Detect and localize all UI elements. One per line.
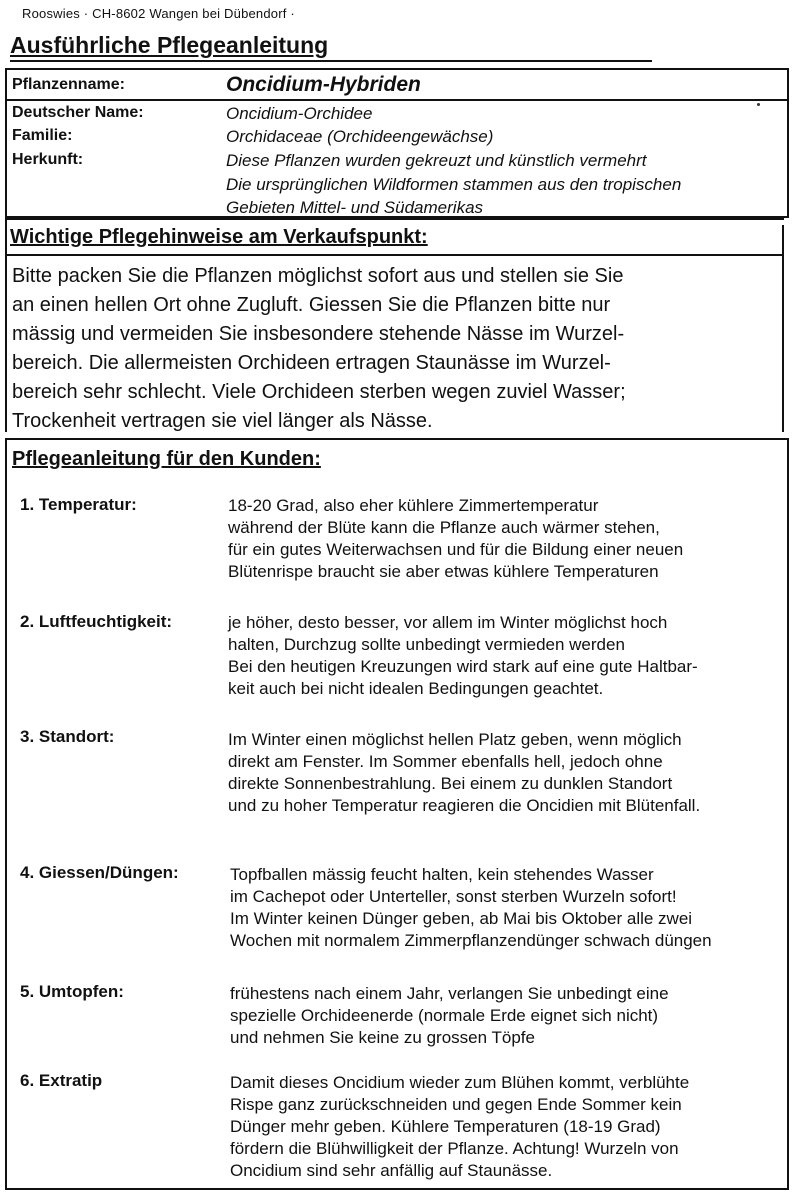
text-line: Oncidium sind sehr anfällig auf Staunässe.	[230, 1161, 553, 1180]
location-label: 3. Standort:	[20, 727, 115, 746]
scan-speck	[757, 103, 760, 106]
sales-point-right-border	[782, 225, 784, 432]
watering-text	[230, 864, 712, 952]
text-line: Wochen mit normalem Zimmerpflanzendünger schwach düngen	[230, 931, 712, 950]
german-name-label: Deutscher Name:	[12, 104, 144, 121]
family-label: Familie:	[12, 127, 73, 144]
plant-name-label: Pflanzenname:	[12, 76, 125, 93]
text-line: halten, Durchzug sollte unbedingt vermieden werden	[228, 635, 625, 654]
plant-name-value: Oncidium-Hybriden	[226, 73, 421, 96]
text-line: bereich. Die allermeisten Orchideen ertragen Staunässe im Wurzel-	[12, 352, 611, 374]
text-line: Im Winter einen möglichst hellen Platz geben, wenn möglich	[228, 730, 682, 749]
family-value: Orchidaceae (Orchideengewächse)	[226, 127, 494, 146]
text-line: mässig und vermeiden Sie insbesondere stehende Nässe im Wurzel-	[12, 323, 625, 345]
watering-label: 4. Giessen/Düngen:	[20, 863, 179, 882]
humidity-text	[228, 612, 698, 700]
location-text	[228, 729, 700, 817]
temperature-text	[228, 495, 683, 583]
text-line: Topfballen mässig feucht halten, kein stehendes Wasser	[230, 865, 654, 884]
text-line: Blütenrispe braucht sie aber etwas kühlere Temperaturen	[228, 562, 659, 581]
text-line: spezielle Orchideenerde (normale Erde eignet sich nicht)	[230, 1006, 659, 1025]
text-line: im Cachepot oder Unterteller, sonst sterben Wurzeln sofort!	[230, 887, 677, 906]
customer-care-heading: Pflegeanleitung für den Kunden:	[12, 448, 321, 470]
origin-line: Gebieten Mittel- und Südamerikas	[226, 198, 484, 217]
text-line: direkte Sonnenbestrahlung. Bei einem zu dunklen Standort	[228, 774, 673, 793]
repotting-text	[230, 983, 669, 1049]
text-line: frühestens nach einem Jahr, verlangen Sie unbedingt eine	[230, 984, 669, 1003]
origin-line: Die ursprünglichen Wildformen stammen aus den tropischen	[226, 175, 682, 194]
german-name-value: Oncidium-Orchidee	[226, 104, 373, 123]
text-line: fördern die Blühwilligkeit der Pflanze. Achtung! Wurzeln von	[230, 1139, 679, 1158]
title-underline-rule	[10, 60, 652, 62]
text-line: während der Blüte kann die Pflanze auch wärmer stehen,	[228, 518, 660, 537]
company-address: Rooswies · CH-8602 Wangen bei Dübendorf ·	[22, 6, 295, 21]
text-line: Im Winter keinen Dünger geben, ab Mai bis Oktober alle zwei	[230, 909, 693, 928]
text-line: direkt am Fenster. Im Sommer ebenfalls hell, jedoch ohne	[228, 752, 663, 771]
text-line: Dünger mehr geben. Kühlere Temperaturen (18-19 Grad)	[230, 1117, 661, 1136]
text-line: Trockenheit vertragen sie viel länger als Nässe.	[12, 410, 433, 432]
text-line: Bei den heutigen Kreuzungen wird stark auf eine gute Haltbar-	[228, 657, 698, 676]
text-line: 18-20 Grad, also eher kühlere Zimmertemperatur	[228, 496, 599, 515]
origin-label: Herkunft:	[12, 151, 84, 168]
sales-point-left-border	[5, 256, 7, 432]
humidity-label: 2. Luftfeuchtigkeit:	[20, 612, 173, 631]
text-line: für ein gutes Weiterwachsen und für die Bildung einer neuen	[228, 540, 684, 559]
sales-point-heading: Wichtige Pflegehinweise am Verkaufspunkt:	[10, 226, 428, 248]
extratip-text	[230, 1072, 689, 1182]
text-line: keit auch bei nicht idealen Bedingungen geachtet.	[228, 679, 604, 698]
temperature-label: 1. Temperatur:	[20, 495, 137, 514]
extratip-label: 6. Extratip	[20, 1071, 103, 1090]
text-line: und nehmen Sie keine zu grossen Töpfe	[230, 1028, 535, 1047]
page-title: Ausführliche Pflegeanleitung	[10, 32, 329, 58]
text-line: und zu hoher Temperatur reagieren die Oncidien mit Blütenfall.	[228, 796, 701, 815]
repotting-label: 5. Umtopfen:	[20, 982, 124, 1001]
sales-point-text	[12, 262, 782, 436]
text-line: je höher, desto besser, vor allem im Winter möglichst hoch	[228, 613, 668, 632]
text-line: Bitte packen Sie die Pflanzen möglichst sofort aus und stellen sie Sie	[12, 265, 624, 287]
text-line: Damit dieses Oncidium wieder zum Blühen kommt, verblühte	[230, 1073, 690, 1092]
text-line: bereich sehr schlecht. Viele Orchideen sterben wegen zuviel Wasser;	[12, 381, 626, 403]
text-line: Rispe ganz zurückschneiden und gegen Ende Sommer kein	[230, 1095, 682, 1114]
origin-line: Diese Pflanzen wurden gekreuzt und künstlich vermehrt	[226, 151, 647, 170]
plant-info-divider	[5, 99, 789, 101]
text-line: an einen hellen Ort ohne Zugluft. Giessen Sie die Pflanzen bitte nur	[12, 294, 611, 316]
